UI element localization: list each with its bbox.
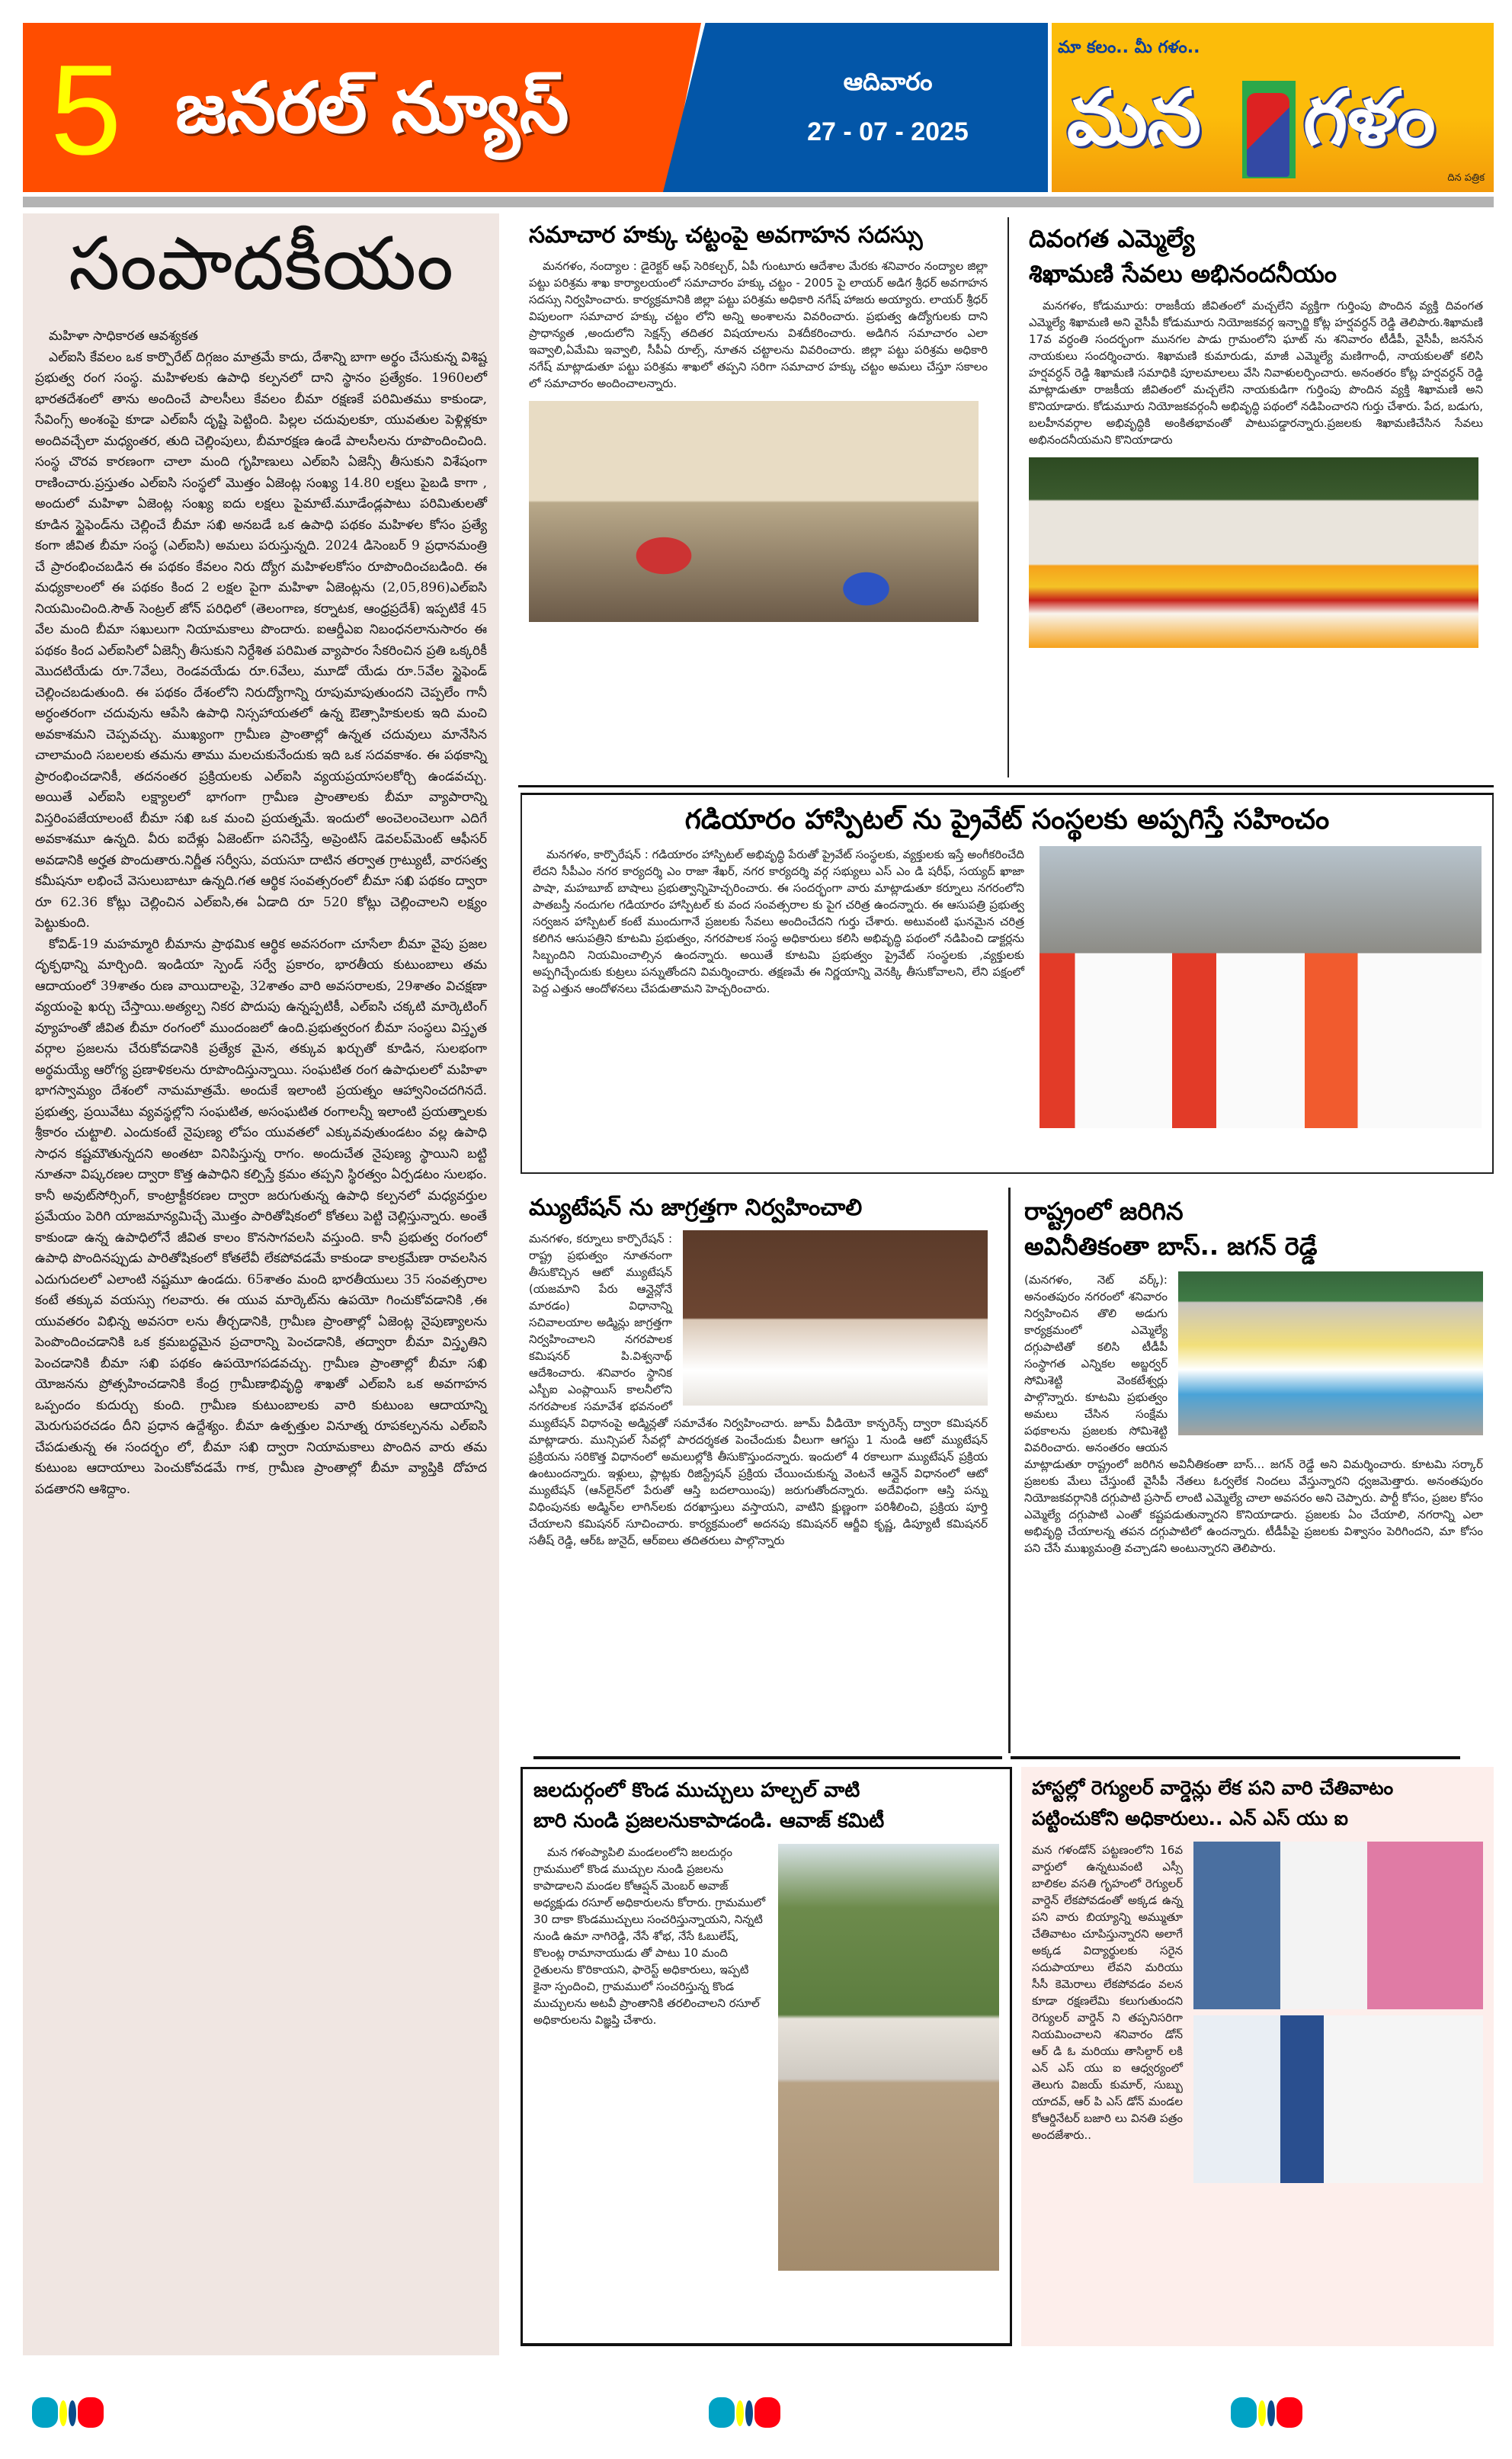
photo-stack [1193,1842,1483,2189]
story-mutation[interactable] [518,1188,998,1753]
headline-line-2: పట్టించుకోని అధికారులు.. ఎన్ ఎస్ యు ఐ [1032,1807,1348,1829]
section-rule [533,1756,1002,1759]
newspaper-logo [1052,23,1494,192]
logo-word-mana: మన [1067,73,1201,162]
column-divider [1007,217,1009,777]
page-number: 5 [50,38,122,181]
memorial-photo[interactable] [1029,457,1478,648]
headline-line-1: రాష్ట్రంలో జరిగిన [1024,1197,1184,1226]
story-shikhamani-tribute[interactable] [1015,213,1494,777]
red-pill-icon [754,2397,780,2428]
section-title: జనరల్ న్యూస్ [175,67,569,149]
story-text-top: మనగళం, కర్నూలు కార్పొరేషన్ : రాష్ట్ర ప్రభుత్వం నూతనంగా తీసుకొచ్చిన ఆటో మ్యుటేషన్ (యజమాని పేరు ఆన్లైన్లోనే మారడం) విధానాన్ని సచివాలయాల అడ్మిన్లు జాగ్రత్తగా [529,1231,672,1329]
footer-ornament-left [32,2397,108,2428]
editorial-paragraph: కోవిడ్-19 మహమ్మారి బీమాను ప్రాథమిక ఆర్థిక అవసరంగా చూసేలా బీమా వైపు ప్రజల దృక్పథాన్ని మార్చింది. ఇండియా స్పెండ్ సర్వే ప్రకారం, భారతీయ కుటుంబాలు తమ ఆదాయంలో 39శాతం రుణ వాయిదాలపై, 32శాతం వారి అవసరాలకు, 29శాతం విచక్షణా వ్యయంపై ఖర్చు చేస్తాయి.అత్యల్ప నికర పొదుపు ఉన్నప్పటికీ, ఎల్ఐసి చక్కటి మార్కెటింగ్ వ్యూహంతో జీవిత బీమా రంగంలో ముందంజలో ఉంది.ప్రభుత్వరంగ బీమా సంస్థలు విస్తృత వర్గాల ప్రజలను చేరుకోవడానికి ప్రత్యేక మైన, తక్కువ ఖర్చుతో కూడిన, సులభంగా అర్థమయ్యే ఆరోగ్య ప్రణాళికలను రూపొందిస్తున్నాయి. సంఘటిత రంగ ఉపాధులలో మహిళా భాగస్వామ్యం దేశంలో నామమాత్రమే. అందుకే ఇలాంటి ప్రయత్నం ఆహ్వానించదగినదే. ప్రభుత్వ, ప్రయివేటు వ్యవస్థల్లోని సంఘటిత, అసంఘటిత రంగాలన్నీ ఇలాంటి ప్రయత్నాలకు శ్రీకారం చుట్టాలి. ఎందుకంటే నైపుణ్య లోపం యువతలో ఎక్కువవుతుండటం వల్ల ఉపాధి సాధన కష్టమౌతున్నదని అంతటా వినిపిస్తున్న రాగం. అందుచేత నైపుణ్య స్థాయిని బట్టి నూతనా విష్కరణల ద్వారా కొత్త ఉపాధిని కల్పిస్తే క్రమం తప్పని స్థిరత్వం ఏర్పడటం సులభం. కానీ అవుట్‌సోర్సింగ్, కాంట్రాక్టీకరణల ద్వారా జరుగుతున్న ఉపాధి కల్పనలో మధ్యవర్తుల ప్రమేయం పెరిగి యాజమాన్యమిచ్చే మొత్తం పారితోషికంలో కోతలు పెట్టి చెల్లిస్తున్నారు. అంతే కాకుండా ఉన్న ఉపాధిలోనే జీవిత కాలం కొనసాగవలసి వస్తుంది. కానీ ప్రభుత్వ రంగంలో ఉపాధి పొందినప్పుడు పారితోషికంలో కోతలేవీ లేకపోవడమే కాకుండా కాలక్రమేణా రావలసిన ఎదుగుదలలో ఎలాంటి నష్టమూ ఉండదు. 65శాతం మంది భారతీయులు 35 సంవత్సరాల కంటే తక్కువ వయస్సు గలవారు. ఈ యువ మార్కెట్‌ను ఉపయో గించుకోవడానికి ,ఈ యువతరం విభిన్న అవసరా లను తీర్చడానికి, గ్రామీణ ప్రాంతాల్లో ఏజెంట్ల నైపుణ్యాలను పెంపొందించడానికి ఒక క్రమబద్ధమైన ప్రచారాన్ని పెంచడానికి, తద్వారా బీమా విస్తృతిని పెంచడానికి బీమా సఖి పథకం ఉపయోగపడవచ్చు. గ్రామీణ ప్రాంతాల్లో బీమా సఖి యోజనను ప్రోత్సహించడానికి కేంద్ర గ్రామీణాభివృద్ధి శాఖతో ఎల్ఐసి ఒక అవగాహన ఒప్పందం కుదుర్చు కుంది. గ్రామీణ కుటుంబాలకు వారి కుటుంబ ఆదాయాన్ని మెరుగుపరచడం దీని ప్రధాన ఉద్దేశ్యం. బీమా ఉత్పత్తుల వినూత్న రూపకల్పనను ఎల్ఐసి చేపడుతున్న ఈ సందర్భం లో, బీమా సఖి ద్వారా నియామకాలు పొందిన వారు తమ కుటుంబ ఆదాయాలు పెంచుకోవడమే గాక, గ్రామీణ ప్రాంతాల్లో బీమా వ్యాప్తికి దోహద పడతారని ఆశిద్దాం. [35,936,487,1497]
story-headline[interactable] [1032,1773,1483,1834]
story-monkey-menace[interactable] [521,1767,1012,2346]
story-body [1029,297,1483,448]
masthead-divider [23,197,1494,207]
date-label: 27 - 07 - 2025 [807,117,969,146]
headline-line-1: హాస్టల్లో రెగ్యులర్ వార్డెన్లు లేక పని వారి చేతివాటం [1032,1777,1394,1799]
editorial-subheading: మహిళా సాధికారత ఆవశ్యకత [49,329,198,344]
editorial-title: సంపాదకీయం [68,221,454,306]
story-rti-seminar[interactable] [518,213,998,777]
yellow-dot-icon [59,2400,67,2426]
teal-pill-icon [1231,2397,1257,2428]
section-rule [1011,1756,1460,1759]
seminar-photo[interactable] [529,401,979,622]
editorial-body [23,313,499,1500]
cpm-leaders-photo[interactable] [1040,846,1482,1128]
navy-dot-icon [1267,2400,1275,2426]
editorial-paragraph: ఎల్ఐసి కేవలం ఒక కార్పొరేట్ దిగ్గజం మాత్రమే కాదు, దేశాన్ని బాగా అర్థం చేసుకున్న విశిష్ట ప్రభుత్వ రంగ సంస్థ. మహిళలకు ఉపాధి కల్పనలో దాని స్థానం ప్రత్యేకం. 1960లలో భారతదేశంలో తాను అందించే పాలసీలు కేవలం బీమా రక్షణకే పరిమితము కాకుండా, సేవింగ్స్ అంశంపై కూడా ఎల్ఐసీ దృష్టి పెట్టింది. పిల్లల చదువులకూ, యువతుల పెళ్లిళ్లకూ అందివచ్చేలా మధ్యంతర, తుది చెల్లింపులు, బీమారక్షణ ఉండే పాలసీలను రూపొందించింది. సంస్థ చొరవ కారణంగా చాలా మంది గృహిణులు ఎల్ఐసి ఏజెన్సీ తీసుకుని విశేషంగా రాణించారు.ప్రస్తుతం ఎల్ఐసి సంస్థలో మొత్తం ఏజెంట్ల సంఖ్య 14.80 లక్షలు పైబడి కాగా , అందులో మహిళా ఏజెంట్ల సంఖ్య ఐదు లక్షలు పైమాటే.మూడేండ్లపాటు పరిమితులతో కూడిన స్టైఫెండ్‌ను చెల్లించే బీమా సఖి అనబడే ఒక ఉపాధి పథకం మహిళల కోసం ప్రత్యే కంగా జీవిత బీమా సంస్థ (ఎల్ఐసి) అమలు పరుస్తున్నది. 2024 డిసెంబర్ 9 ప్రధానమంత్రి చే ప్రారంభించబడిన ఈ పథకం కేవలం నిరు ద్యోగ మహిళలకోసం రూపొందించబడింది. ఈ మధ్యకాలంలో ఈ పథకం కింద 2 లక్షల పైగా మహిళా ఏజెంట్లను (2,05,896)ఎల్ఐసి నియమించింది.సౌత్ సెంట్రల్ జోన్ పరిధిలో (తెలంగాణ, కర్నాటక, ఆంధ్రప్రదేశ్) ఇప్పటికే 45 వేల మంది బీమా సఖులుగా నియామకాలు పొందారు. ఐఆర్డీఎఐ నిబంధనలానుసారం ఈ పథకం కింద ఎల్ఐసిలో ఏజెన్సీ తీసుకుని నిర్దేశిత పరిమిత వ్యాపారం సేకరించిన ప్రతి ఒక్కరికీ మొదటియేడు రూ.7వేలు, రెండవయేడు రూ.6వేలు, మూడో యేడు రూ.5వేల స్టైఫెండ్ చెల్లించబడుతుంది. ఈ పథకం దేశంలోని నిరుద్యోగాన్ని రూపుమాపుతుందని చెప్పలేం గానీ అర్ధంతరంగా చదువును ఆపేసి ఉపాధి నిస్సహాయతలో ఉన్న ఔత్సాహికులకు ఇది మంచి అవకాశమని చెప్పవచ్చు. ముఖ్యంగా గ్రామీణ ప్రాంతాల్లో ఉన్నత చదువులు మానేసిన చాలామంది సబలలకు తమను తాము మలచుకునేందుకు ఇది ఒక సదవకాశం. ఈ పథకాన్ని ప్రారంభించడానికీ, తదనంతర ప్రక్రియలకు ఎల్ఐసి వ్యయప్రయాసలకోర్చి ఉండవచ్చు. అయితే ఎల్ఐసి లక్ష్యాలలో భాగంగా గ్రామీణ ప్రాంతాలకు బీమా వ్యాపారాన్ని విస్తరింపజేయాలంటే బీమా సఖి ఒక మంచి ప్రయత్నమే. ఇందులో అంచెలంచెలుగా ఎదిగే అవకాశమూ ఉన్నది. వీరు ఐదేళ్లు ఏజెంట్‌గా పనిచేస్తే, అప్రెంటిస్ డెవలప్‌మెంట్ ఆఫీసర్ అవడానికి అర్హత పొందుతారు.నిర్ణీత సర్వీసు, వయసూ దాటిన తర్వాత గ్రాట్యుటీ, వారసత్వ కమీషనూ లభించే వెసులుబాటూ ఉన్నది.గత ఆర్థిక సంవత్సరంలో బీమా సఖి పథకం ద్వారా రూ 62.36 కోట్లు చెల్లించిన ఎల్ఐసి,ఈ ఏడాది రూ 520 కోట్లు చెల్లించాలని లక్ష్యం పెట్టుకుంది. [35,349,487,931]
footer-ornament-right [1231,2397,1307,2428]
story-jagan-corruption[interactable] [1008,1188,1494,1753]
story-headline[interactable]: గడియారం హాస్పిటల్ ను ప్రైవేట్ సంస్థలకు అప్పగిస్తే సహించం [684,804,1330,835]
story-text-top: మన గళండోన్ పట్టణంలోని 16వ వార్డులో ఉన్నటువంటి ఎస్సీ బాలికల వసతి గృహంలో రెగ్యులర్ వార్డెన్ లేకపోవడంతో అక్కడ ఉన్న పని వారు బియ్యాన్ని అమ్ముతూ చేతివాటం చూపిస్తున్నారని అలాగే అక్కడ విద్యార్థులకు సరైన సదుపాయాలు లేవని మరియు సీసీ కెమెరాలు లేకపోవడం [1032,1843,1183,1991]
red-pill-icon [78,2397,104,2428]
navy-dot-icon [745,2400,753,2426]
memorandum-photo-1[interactable] [1193,1842,1483,2009]
date-panel [663,23,1048,192]
story-headline[interactable] [533,1775,999,1836]
story-text-bottom: నిర్వహించాలని నగరపాలక కమిషనర్ పి.విశ్వనాథ్ ఆదేశించారు. శనివారం స్థానిక ఎస్బీఐ ఎంప్లాయిస్ కాలనీలోని నగరపాలక సమావేశ భవనంలో మ్యుటేషన్ విధానంపై అడ్మిన్లతో సమావేశం నిర్వహించారు. జూమ్ వీడియో కాన్ఫరెన్స్ ద్వారా కమిషనర్ మాట్లాడారు. మున్సిపల్ సేవల్లో పారదర్శకత పెంచేందుకు వీలుగా ఆగస్టు 1 నుండి ఆటో మ్యుటేషన్ ప్రక్రియను సరికొత్త విధానంలో అమలుల్లోకి తీసుకొస్తుందన్నారు. ఇందులో 4 రకాలుగా మ్యుటేషన్ ప్రక్రియ ఉంటుందన్నారు. ఇళ్లులు, ప్లాట్లకు రిజిస్ట్రేషన్ ప్రక్రియ చేయించుకున్న వెంటనే ఆన్లైన్ విధానంలో ఆటో మ్యుటేషన్ (ఆన్‌లైన్‌లో పేరుతో ఆస్తి బదలాయింపు) జరుగుతోందన్నారు. అదేవిధంగా ఆస్తి పన్ను విధింపునకు అడ్మిన్‌ల లాగిన్‌లకు దరఖాస్తులు వస్తాయని, వాటిని క్షుణ్ణంగా పరిశీలించి, ప్రక్రియ పూర్తి చేయాలని కమిషనర్ సూచించారు. కార్యక్రమంలో అదనపు కమిషనర్ ఆర్జీవి కృష్ణ, డిప్యూటీ కమిషనర్ సతీష్ రెడ్డి, ఆర్ఓ జునైద్, ఆర్ఐలు తదితరులు పాల్గొన్నారు [529,1332,988,1547]
day-label: ఆదివారం [843,67,933,96]
meeting-hall-photo[interactable] [683,1230,988,1406]
story-text: మనగళం, కార్పొరేషన్ : గడియారం హాస్పిటల్ అభివృద్ధి పేరుతో ప్రైవేట్ సంస్థలకు, వ్యక్తులకు ఇస్తే అంగీకరించేది లేదని సీపీఎం నగర కార్యదర్శి ఎం రాజా శేఖర్, నగర కార్యదర్శి వర్గ సభ్యులు ఎస్ ఎం డి షరీఫ్, సయ్యద్ ఖాజా పాషా, మహబూబ్ బాషాలు ప్రభుత్వాన్నిహెచ్చరించారు. ఈ సందర్భంగా వారు మాట్లాడుతూ కర్నూలు నగరంలోని పాతబస్తీ నందుగల గడియారం హాస్పిటల్ కు వంద సంవత్సరాల కు పైగ చరిత్ర ఉందన్నారు. ఈ ఆసుపత్రి ప్రభుత్వ సర్వజన హాస్పిటల్ కంటే ముందుగానే ప్రజలకు సేవలు అందించేదని గుర్తు చేశారు. అటువంటి ఘనమైన చరిత్ర కలిగిన ఆసుపత్రిని కూటమి ప్రభుత్వం, నగరపాలక సంస్థ అధికారులు కలిసి అభివృద్ధి పథంలో నడిపించి డాక్టర్లను సిబ్బందిని నియమించాల్సిన ఉందన్నారు. అయితే కూటమి ప్రభుత్వం ప్రైవేట్ సంస్థలకు ,వ్యక్తులకు అప్పగిచ్చేందుకు కుట్రలు పన్నుతోందని విమర్శించారు. తక్షణమే ఈ నిర్ణయాన్ని వెనక్కి తీసుకోవాలని, లేని పక్షంలో పెద్ద ఎత్తున ఆందోళనలు చేపడుతామని హెచ్చరించారు. [533,848,1024,995]
story-text: మనగళం, కోడుమూరు: రాజకీయ జీవితంలో మచ్చలేని వ్యక్తిగా గుర్తింపు పొందిన వ్యక్తి దివంగత ఎమ్మెల్యే శిఖామణి అని వైసీపీ కోడుమూరు నియోజకవర్గ ఇన్చార్జి కోట్ల హర్షవర్ధన్ రెడ్డి తెలిపారు.శిఖామణి 17వ వర్ధంతి సందర్భంగా మునగల పాడు గ్రామంలోని ఘాట్ ను శనివారం టీడీపీ, వైసీపీ, జనసేన నాయకులు సందర్శించారు. శిఖామణి కుమారుడు, మాజీ ఎమ్మెల్యే మణిగాంధీ, నాయకులతో కలిసి హర్షవర్ధన్ రెడ్డి శిఖామణి సమాధికి పూలమాలలు వేసి నివాళులర్పించారు. అనంతరం కోట్ల హర్షవర్ధన్ రెడ్డి మాట్లాడుతూ రాజకీయ జీవితంలో మచ్చలేని నాయకుడిగా గుర్తింపు పొందిన వ్యక్తి శిఖామణి అని కొనియాడారు. కోడుమూరు నియోజకవర్గంనీ అభివృద్ధి పథంలో నడిపించారని గుర్తు చేశారు. పేద, బడుగు, బలహీనవర్గాల అభివృద్ధికి అంకితభావంతో పాటుపడ్డారన్నారు.ప్రజలకు శిఖామణిచేసిన సేవలు అభినందనీయమని కొనియాడారు [1029,299,1483,447]
editorial-column [23,213,499,2355]
story-headline[interactable] [1029,221,1483,291]
memorandum-photo-2[interactable] [1193,2015,1483,2183]
section-rule [518,785,1494,787]
footer-ornament-center [709,2397,785,2428]
headline-line-1: దివంగత ఎమ్మెల్యే [1029,224,1195,253]
navy-dot-icon [69,2400,76,2426]
story-text-bottom: వలన కూడా రక్షణలేమి కలుగుతుందని రెగ్యులర్ వార్డెన్ ని తప్పనిసరిగా నియమించాలని శనివారం డోన్ ఆర్ డి ఓ మరియు తాసిల్దార్ లకి ఎన్ ఎస్ యు ఐ ఆధ్వర్యంలో తెలుగు విజయ్ కుమార్, సుబ్బు యాదవ్, ఆర్ పి ఎస్ డోన్ మండల కోఆర్డినేటర్ బజారి లు వినతి పత్రం అందజేశారు.. [1032,1977,1183,2142]
headline-line-1: జలదుర్గంలో కొండ ముచ్చులు హల్చల్ వాటి [533,1779,860,1802]
logo-word-galam: గళం [1303,73,1436,162]
masthead [23,23,1494,192]
teal-pill-icon [709,2397,735,2428]
story-text-bottom: పాల్గొన్నారు. కూటమి ప్రభుత్వం అమలు చేసిన సంక్షేమ పథకాలను ప్రజలకు సోమిశెట్టి వివరించారు. అనంతరం ఆయన మాట్లాడుతూ రాష్ట్రంలో జరిగిన అవినీతికంతా బాస్... జగన్ రెడ్డే అని విమర్శించారు. కూటమి సర్కార్ ప్రజలకు మేలు చేస్తుంటే వైసీపీ నేతలు ఓర్వలేక నిందలు వేస్తున్నారని ధ్వజమెత్తారు. అనంతపురం నియోజకవర్గానికి దగ్గుపాటి ప్రసాద్ లాంటి ఎమ్మెల్యే చాలా అవసరం అని చెప్పారు. పార్టీ కోసం, ప్రజల కోసం ఎమ్మెల్యే దగ్గుపాటి ఎంతో కష్టపడుతున్నారని కొనియాడారు. ప్రజలకు ఏం చేయాలి, నగరాన్ని ఎలా అభివృద్ధి చేయాలన్న తపన దగ్గుపాటిలో ఉందన్నారు. టీడీపీపై ప్రజలకు విశ్వాసం పెరిగిందని, మా కోసం పని చేసే ముఖ్యమంత్రి వచ్చాడని అంటున్నారని తెలిపారు. [1024,1390,1483,1555]
story-hostel-wardens[interactable] [1021,1767,1494,2346]
injured-farmer-photo[interactable] [778,1844,999,2271]
raised-fist-pen-icon [1247,93,1289,177]
headline-line-2: బారి నుండి ప్రజలనుకాపాడండి. ఆవాజ్ కమిటీ [533,1810,885,1832]
story-headline[interactable]: సమాచార హక్కు చట్టంపై అవగాహన సదస్సు [529,222,923,248]
yellow-dot-icon [1258,2400,1266,2426]
logo-tagline: మా కలం.. మీ గళం.. [1058,38,1200,57]
story-headline[interactable] [1024,1194,1483,1264]
story-text: మనగళం, నంద్యాల : డైరెక్టర్ ఆఫ్ సెరికల్చర్, ఏపీ గుంటూరు ఆదేశాల మేరకు శనివారం నంద్యాల జిల్లా పట్టు పరిశ్రమ శాఖ కార్యాలయంలో సమాచారం హక్కు చట్టం - 2005 పై లాయర్ అడిగ శ్రీధర్ అవగాహన సదస్సు నిర్వహించారు. కార్యక్రమానికి జిల్లా పట్టు పరిశ్రమ అధికారి నగేష్ హాజరు అయ్యారు. లాయర్ శ్రీధర్ విపులంగా సమాచార హక్కు చట్టం లోని అన్ని అంశాలను వివరించారు. ప్రభుత్వ ఉద్యోగులకు దాని ప్రాధాన్యత ,అందులోని సెక్షన్స్ తదితర విషయాలను విశదీకరించారు. అడిగిన సమాచారం ఎలా ఇవ్వాలి,ఏమేమి ఇవ్వాలి, సీపీఏ రూల్స్, నూతన చట్టాలను వివరించారు. జిల్లా పట్టు పరిశ్రమ అధికారి నగేష్ మాట్లాడుతూ పట్టు పరిశ్రమ శాఖలో తప్పని సరిగా సమాచార హక్కు చట్టం అమలు చేస్తూ సకాలం లో సమాచారం అందించాలన్నారు. [529,258,988,390]
headline-line-2: అవినీతికంతా బాస్.. జగన్ రెడ్డే [1024,1232,1318,1261]
red-pill-icon [1277,2397,1302,2428]
story-text: మన గళంప్యాపిలి మండలంలోని జలదుర్గం గ్రామములో కొండ ముచ్చుల నుండి ప్రజలను కాపాడాలని మండల కోఆప్షన్ మెంబర్ అవాజ్ అధ్యక్షుడు రసూల్ అధికారులను కోరారు. గ్రామములో 30 దాకా కొండముచ్చులు సంచరిస్తున్నాయని, నిన్నటి నుండి ఉమా నాగిరెడ్డి, నేసే శోభ, నేసే ఓబులేష్, కొలంట్ల రామానాయుడు తో పాటు 10 మంది రైతులను కొరికాయని, ఫారెస్ట్ అధికారులు, ఇప్పటి కైనా స్పందించి, గ్రామములో సంచరిస్తున్న కొండ ముచ్చులను అటవీ ప్రాంతానికి తరలించాలని రసూల్ అధికారులను విజ్ఞప్తి చేశారు. [533,1845,766,2027]
yellow-dot-icon [736,2400,744,2426]
story-text-top: (మనగళం, నెట్ వర్క్): అనంతపురం నగరంలో శనివారం నిర్వహించిన తొలి అడుగు కార్యక్రమంలో ఎమ్మెల్యే దగ్గుపాటితో కలిసి టీడీపీ సంస్థాగత ఎన్నికల అబ్జర్వర్ సోమిశెట్టి వెంకటేశ్వర్లు [1024,1273,1168,1387]
tdp-rally-photo[interactable] [1178,1271,1483,1435]
story-body [529,258,988,392]
headline-line-2: శిఖామణి సేవలు అభినందనీయం [1029,259,1337,288]
teal-pill-icon [32,2397,58,2428]
story-headline[interactable]: మ్యుటేషన్ ను జాగ్రత్తగా నిర్వహించాలి [529,1194,863,1221]
logo-subtitle: దిన పత్రిక [1447,172,1485,184]
story-gadiyaram-hospital[interactable] [521,793,1494,1174]
